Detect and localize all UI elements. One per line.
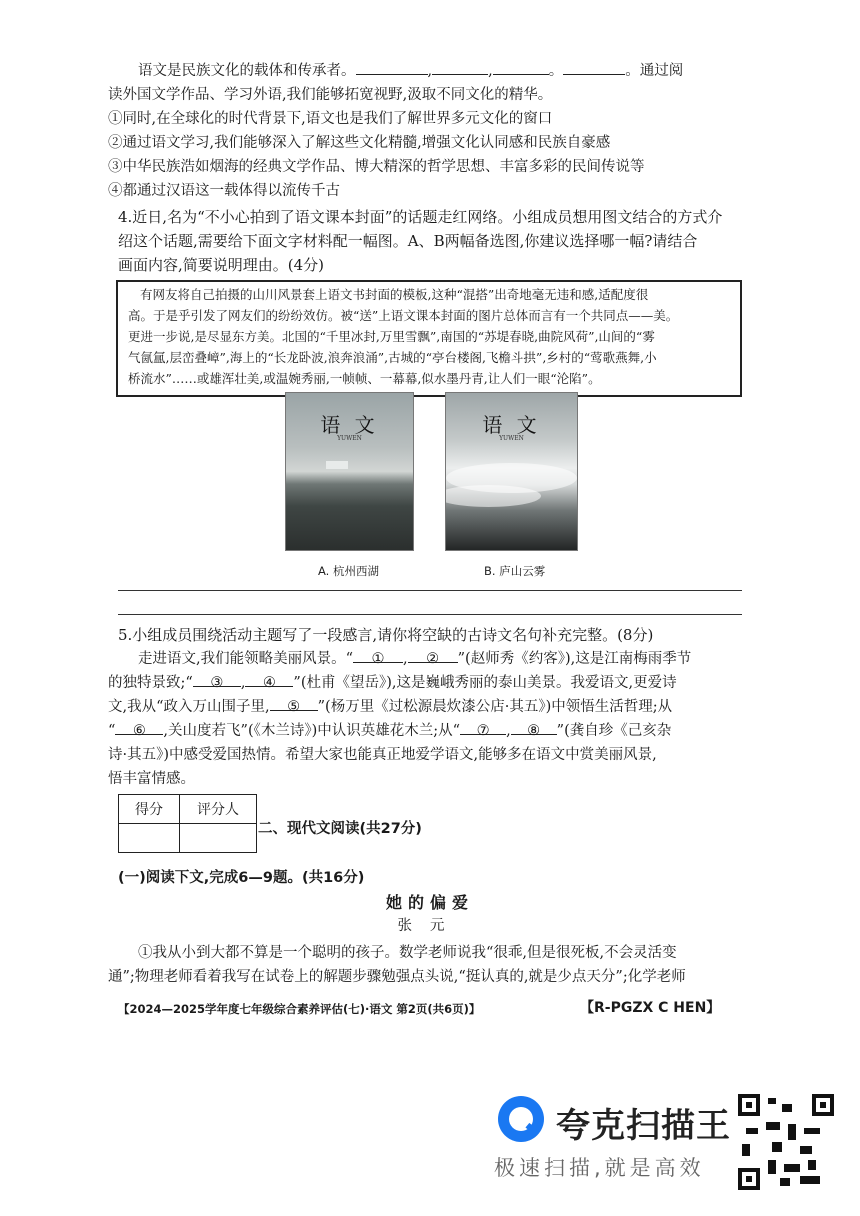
blank-number: ④ — [262, 675, 276, 691]
intro-option: ③中华民族浩如烟海的经典文学作品、博大精深的哲学思想、丰富多彩的民间传说等 — [108, 159, 645, 175]
article-paragraph-line: 通”;物理老师看着我写在试卷上的解题步骤勉强点头说,“挺认真的,就是少点天分”;化学老师 — [108, 969, 686, 985]
material-line: 气氤氲,层峦叠嶂”,海上的“长龙卧波,浪奔浪涌”,古城的“亭台楼阁,飞檐斗拱”,乡村的“莺歌燕舞,小 — [128, 350, 657, 365]
qr-module — [768, 1098, 776, 1104]
poem-blank-6[interactable] — [115, 720, 163, 739]
q5-text: ”(杜甫《望岳》),这是巍峨秀丽的泰山美景。我爱语文,更爱诗 — [293, 675, 677, 691]
article-paragraph-line: ①我从小到大都不算是一个聪明的孩子。数学老师说我“很乖,但是很死板,不会灵活变 — [138, 945, 677, 961]
intro-option: ④都通过汉语这一载体得以流传千古 — [108, 183, 340, 199]
qr-finder — [738, 1168, 760, 1190]
q5-text: ”(赵师秀《约客》),这是江南梅雨季节 — [457, 651, 692, 667]
section-heading: 二、现代文阅读(共27分) — [258, 821, 422, 837]
q5-line-2: 的独特景致;“ ③ , ④ ”(杜甫《望岳》),这是巍峨秀丽的泰山美景。我爱语文,更爱诗 — [108, 672, 748, 694]
score-table — [118, 794, 257, 853]
qr-module — [800, 1176, 820, 1184]
sentence-blank[interactable] — [563, 60, 625, 75]
blank-number: ⑥ — [132, 723, 146, 739]
poem-blank-2[interactable] — [408, 648, 458, 667]
intro-line-1: 语文是民族文化的载体和传承者。 , , 。 。通过阅 — [138, 60, 778, 82]
quark-logo-icon — [498, 1096, 544, 1142]
brand-slogan: 极速扫描,就是高效 — [494, 1156, 705, 1180]
brand-name: 夸克扫描王 — [556, 1106, 731, 1146]
poem-blank-7[interactable] — [460, 720, 506, 739]
qr-module — [782, 1104, 792, 1112]
blank-number: ⑦ — [476, 723, 490, 739]
material-line: 高。于是乎引发了网友们的纷纷效仿。被“送”上语文课本封面的图片总体而言有一个共同点——美。 — [128, 308, 679, 323]
material-box — [116, 280, 742, 397]
grader-cell[interactable] — [180, 824, 257, 853]
q5-text: ,关山度若飞”(《木兰诗》)中认识英雄花木兰;从“ — [163, 723, 461, 739]
material-line: 更进一步说,是尽显东方美。北国的“千里冰封,万里雪飘”,南国的“苏堤春晓,曲院风荷”,山间的“雾 — [128, 329, 655, 344]
mist-shape — [445, 485, 541, 507]
qr-module — [746, 1128, 758, 1134]
qr-code-icon — [738, 1094, 834, 1190]
material-line: 桥流水”……或雄浑壮美,或温婉秀丽,一帧帧、一幕幕,似水墨丹青,让人们一眼“沦陷”。 — [128, 371, 601, 386]
q5-line-4: “ ⑥ ,关山度若飞”(《木兰诗》)中认识英雄花木兰;从“ ⑦ , ⑧ ”(龚自珍《己亥杂 — [108, 720, 748, 742]
image-a-sub: YUWEN — [337, 435, 362, 442]
q5-title: 5.小组成员围绕活动主题写了一段感言,请你将空缺的古诗文名句补充完整。(8分) — [118, 626, 654, 644]
image-a-caption: A. 杭州西湖 — [318, 564, 379, 578]
image-b-sub: YUWEN — [499, 435, 524, 442]
q5-line-3 — [108, 696, 748, 718]
image-a-west-lake — [285, 392, 414, 551]
q4-line: 4.近日,名为“不小心拍到了语文课本封面”的话题走红网络。小组成员想用图文结合的方式介 — [118, 208, 723, 226]
qr-module — [742, 1144, 750, 1156]
blank-number: ② — [426, 651, 440, 667]
image-b-title: 语 文 — [482, 413, 541, 437]
part-heading: (一)阅读下文,完成6—9题。(共16分) — [118, 870, 365, 886]
sentence-blank[interactable] — [493, 60, 549, 75]
intro-line-1-text: 语文是民族文化的载体和传承者。 — [138, 63, 356, 79]
qr-module — [768, 1160, 776, 1174]
blank-number: ⑧ — [527, 723, 541, 739]
q5-text: 走进语文,我们能领略美丽风景。“ — [138, 651, 354, 667]
article-title: 她的偏爱 — [385, 893, 474, 912]
qr-module — [808, 1160, 816, 1170]
qr-module — [780, 1178, 790, 1186]
q5-text: 的独特景致;“ — [108, 675, 193, 691]
qr-module — [766, 1122, 780, 1130]
intro-option: ②通过语文学习,我们能够深入了解这些文化精髓,增强文化认同感和民族自豪感 — [108, 135, 611, 151]
q5-text: ”(龚自珍《己亥杂 — [556, 723, 672, 739]
image-b-caption: B. 庐山云雾 — [484, 564, 546, 578]
image-b-lushan-mist — [445, 392, 578, 551]
grader-label: 评分人 — [180, 795, 257, 824]
qr-module — [772, 1142, 782, 1152]
qr-finder — [738, 1094, 760, 1116]
intro-line-2: 读外国文学作品、学习外语,我们能够拓宽视野,汲取不同文化的精华。 — [108, 87, 553, 103]
blank-number: ③ — [210, 675, 224, 691]
poem-blank-1[interactable] — [353, 648, 403, 667]
q5-line-5: 诗·其五》)中感受爱国热情。希望大家也能真正地爱学语文,能够多在语文中赏美丽风景, — [108, 747, 657, 763]
pavilion-shape — [326, 461, 348, 469]
poem-blank-5[interactable] — [270, 696, 318, 715]
sentence-blank[interactable] — [356, 60, 428, 75]
sentence-blank[interactable] — [432, 60, 488, 75]
page-footer-info: 【2024—2025学年度七年级综合素养评估(七)·语文 第2页(共6页)】 — [118, 1002, 481, 1016]
poem-blank-8[interactable] — [511, 720, 557, 739]
poem-blank-4[interactable] — [245, 672, 293, 691]
qr-module — [800, 1146, 812, 1154]
answer-line[interactable] — [118, 614, 742, 615]
q5-text: ”(杨万里《过松源晨炊漆公店·其五》)中领悟生活哲理;从 — [317, 699, 673, 715]
image-a-title: 语 文 — [320, 413, 379, 437]
qr-module — [784, 1164, 800, 1172]
answer-line[interactable] — [118, 590, 742, 591]
score-label: 得分 — [119, 795, 180, 824]
article-author: 张元 — [397, 918, 463, 934]
q4-line: 绍这个话题,需要给下面文字材料配一幅图。A、B两幅备选图,你建议选择哪一幅?请结合 — [118, 232, 698, 250]
blank-number: ① — [371, 651, 385, 667]
q5-line-1: 走进语文,我们能领略美丽风景。“ ① , ② ”(赵师秀《约客》),这是江南梅雨季节 — [138, 648, 778, 670]
q5-line-6: 悟丰富情感。 — [108, 771, 195, 787]
poem-blank-3[interactable] — [193, 672, 241, 691]
qr-module — [804, 1128, 820, 1134]
q4-line: 画面内容,简要说明理由。(4分) — [118, 256, 325, 274]
scanner-watermark — [494, 1094, 734, 1180]
intro-option: ①同时,在全球化的时代背景下,语文也是我们了解世界多元文化的窗口 — [108, 111, 553, 127]
qr-finder — [812, 1094, 834, 1116]
q5-text: 文,我从“政入万山围子里, — [108, 699, 270, 715]
score-cell[interactable] — [119, 824, 180, 853]
intro-line-1-end: 。通过阅 — [625, 63, 684, 79]
q5-text: “ — [108, 723, 116, 739]
qr-module — [788, 1124, 796, 1140]
material-line: 有网友将自己拍摄的山川风景套上语文书封面的模板,这种“混搭”出奇地毫无违和感,适配度很 — [140, 287, 649, 302]
blank-number: ⑤ — [287, 699, 301, 715]
page-footer-code: 【R-PGZX C HEN】 — [580, 1000, 721, 1016]
